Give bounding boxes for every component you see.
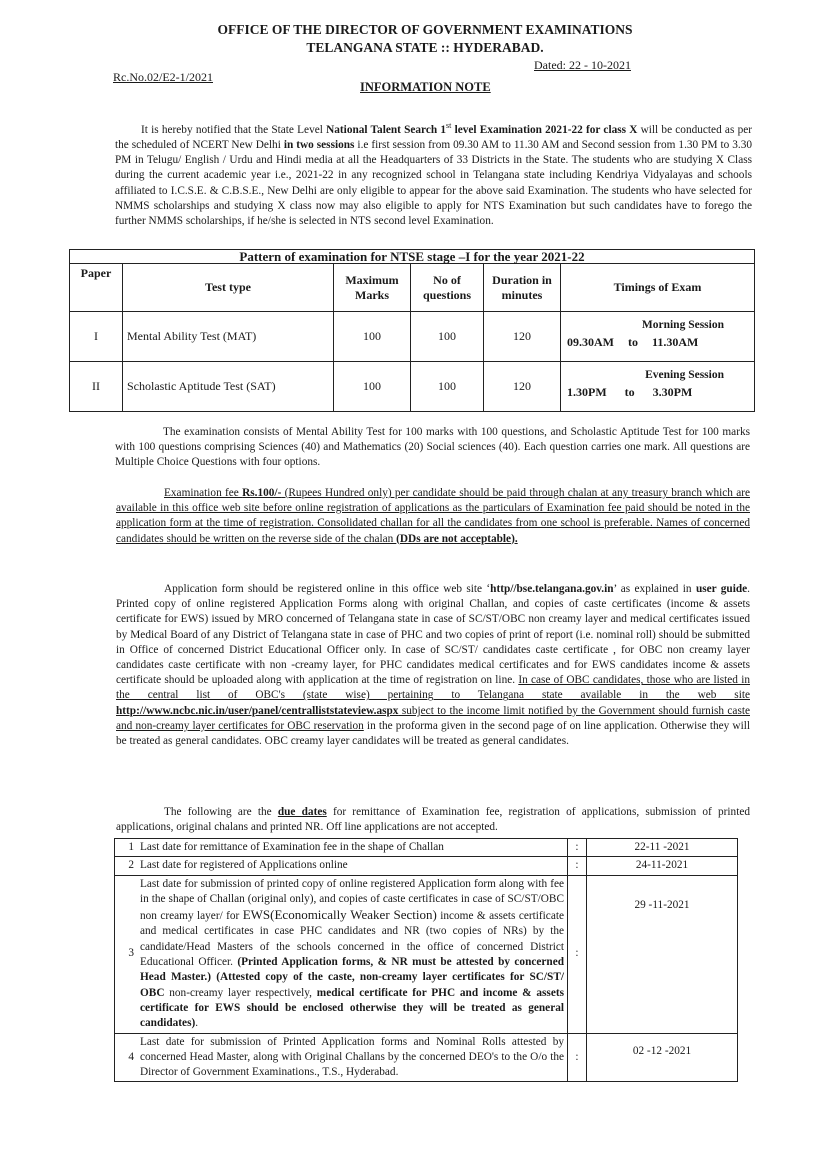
row-text: Last date for submission of Printed Application forms and Nominal Rolls attested by concerned Head Master, along with Original Challans by the concerned DEO's to the O/o the Director of Government Examinations., T.S., Hyderabad. <box>137 1033 568 1082</box>
paper-no: I <box>70 312 123 362</box>
session-label: Morning Session <box>641 319 724 331</box>
paper-no: II <box>70 362 123 412</box>
row-number: 4 <box>115 1033 138 1082</box>
row-text: Last date for registered of Applications online <box>137 857 568 875</box>
row-number: 1 <box>115 839 138 857</box>
test-type: Scholastic Aptitude Test (SAT) <box>123 362 334 412</box>
duration: 120 <box>484 312 561 362</box>
row-text: Last date for remittance of Examination fee in the shape of Challan <box>137 839 568 857</box>
due-dates-paragraph: The following are the due dates for remittance of Examination fee, registration of applications, submission of printed applications, original chalans and printed NR. Off line applications are not accepted. <box>116 806 750 834</box>
state-title: TELANGANA STATE :: HYDERABAD. <box>306 40 544 55</box>
row-colon: : <box>568 1033 587 1082</box>
col-timings: Timings of Exam <box>561 264 755 312</box>
pattern-table <box>69 249 755 412</box>
col-duration: Duration in minutes <box>484 264 561 312</box>
pattern-caption: Pattern of examination for NTSE stage –I for the year 2021-22 <box>70 250 755 264</box>
due-dates-table <box>114 838 738 1082</box>
row-date: 29 -11-2021 <box>587 875 738 1033</box>
col-max-marks: Maximum Marks <box>334 264 411 312</box>
questions: 100 <box>411 362 484 412</box>
date-line: Dated: 22 - 10-2021 <box>534 58 631 72</box>
application-paragraph: Application form should be registered online in this office web site ‘http//bse.telangana.gov.in’ as explained in user guide. Printed copy of online registered Application Forms along with original Challan, and copies of caste certificates (income & assets certificate for EWS) issued by MRO concerned of Telangana state in case of SC/ST/OBC non creamy layer and medical certificates issued by Medical Board of any District of Telangana state in case of PHC and two copies of print of report (i.e. nominal roll) should be submitted in Office of concerned District Educational Officer only. In case of SC/ST/ candidates caste certificate , for OBC non creamy layer candidates caste certificate with non -creamy layer, for PHC candidates medical certificates and for EWS candidates income & assets certificate should be uploaded along with application at the time of registration on line. In case of OBC candidates, those who are listed in the central list of OBC's (state wise) pertaining to Telangana state available in the web site http://www.ncbc.nic.in/user/panel/centralliststateview.aspx subject to the income limit notified by the Government should furnish caste and non-creamy layer certificates for OBC reservation in the proforma given in the second page of on line application. Otherwise they will be treated as general candidates. OBC creamy layer candidates will be treated as general candidates. <box>116 583 750 748</box>
office-title: OFFICE OF THE DIRECTOR OF GOVERNMENT EXAMINATIONS <box>217 22 633 37</box>
row-colon: : <box>568 875 587 1033</box>
row-date: 02 -12 -2021 <box>587 1033 738 1082</box>
timings <box>561 362 755 412</box>
time-from: 09.30AM <box>567 335 614 349</box>
fee-paragraph: Examination fee Rs.100/- (Rupees Hundred only) per candidate should be paid through chalan at any treasury branch which are available in this office web site before online registration of applications as the particulars of Examination fee paid should be noted in the application form at the time of registration. Consolidated challan for all the candidates from one school is preferable. Names of concerned candidates should be written on the reverse side of the chalan (DDs are not acceptable). <box>116 487 750 545</box>
test-type: Mental Ability Test (MAT) <box>123 312 334 362</box>
row-date: 22-11 -2021 <box>587 839 738 857</box>
session-label: Evening Session <box>645 369 724 381</box>
time-to: 3.30PM <box>652 385 693 399</box>
row-number: 3 <box>115 875 138 1033</box>
time-to: 11.30AM <box>652 335 699 349</box>
col-questions: No of questions <box>411 264 484 312</box>
row-number: 2 <box>115 857 138 875</box>
row-text: Last date for submission of printed copy of online registered Application form along with fee in the shape of Challan (original only), and copies of caste certificates in case of SC/ST/OBC non creamy layer/ for EWS(Economically Weaker Section) income & assets certificate and medical certificates in case PHC candidates and NR (two copies of NRs) by the candidate/Head Masters of the schools concerned in the office of concerned District Educational Officer. (Printed Application forms, & NR must be attested by concerned Head Master.) (Attested copy of the caste, non-creamy layer certificates for SC/ST/ OBC non-creamy layer respectively, medical certificate for PHC and income & assets certificate for EWS should be enclosed otherwise they will be treated as general candidates). <box>137 875 568 1033</box>
ref-number: Rc.No.02/E2-1/2021 <box>113 70 213 84</box>
table-row <box>70 362 755 412</box>
time-to-word: to <box>624 385 635 399</box>
exam-paragraph: The examination consists of Mental Ability Test for 100 marks with 100 questions, and Scholastic Aptitude Test for 100 marks with 100 questions comprising Sciences (40) and Mathematics (20) Social sciences (40). Each question carries one mark. All questions are Multiple Choice Questions with four options. <box>115 426 750 469</box>
questions: 100 <box>411 312 484 362</box>
max-marks: 100 <box>334 312 411 362</box>
time-from: 1.30PM <box>567 385 607 399</box>
max-marks: 100 <box>334 362 411 412</box>
info-note-title: INFORMATION NOTE <box>360 80 491 94</box>
col-test-type: Test type <box>123 264 334 312</box>
duration: 120 <box>484 362 561 412</box>
timings <box>561 312 755 362</box>
table-row <box>115 1033 738 1082</box>
row-colon: : <box>568 839 587 857</box>
table-row <box>115 875 738 1033</box>
table-row <box>70 312 755 362</box>
table-row <box>115 839 738 857</box>
intro-paragraph: It is hereby notified that the State Level National Talent Search 1st level Examination 2021-22 for class X will be conducted as per the scheduled of NCERT New Delhi in two sessions i.e first session from 09.30 AM to 11.30 AM and Second session from 1.30 PM to 3.30 PM in Telugu/ English / Urdu and Hindi media at all the Headquarters of 33 Districts in the State. The students who are studying X Class during the current academic year i.e., 2021-22 in any recognized school in Telangana state including Kendriya Vidyalayas and schools affiliated to I.C.S.E. & C.B.S.E., New Delhi are only eligible to appear for the above said Examination. The students who have selected for NMMS scholarships and studying X class now may also eligible to apply for NTS Examination but such candidates have to forego the further NMMS scholarships, if he/she is selected in NTS second level Examination. <box>115 121 753 227</box>
row-colon: : <box>568 857 587 875</box>
time-to-word: to <box>628 335 638 349</box>
col-paper: Paper <box>70 264 123 312</box>
table-row <box>115 857 738 875</box>
row-date: 24-11-2021 <box>587 857 738 875</box>
